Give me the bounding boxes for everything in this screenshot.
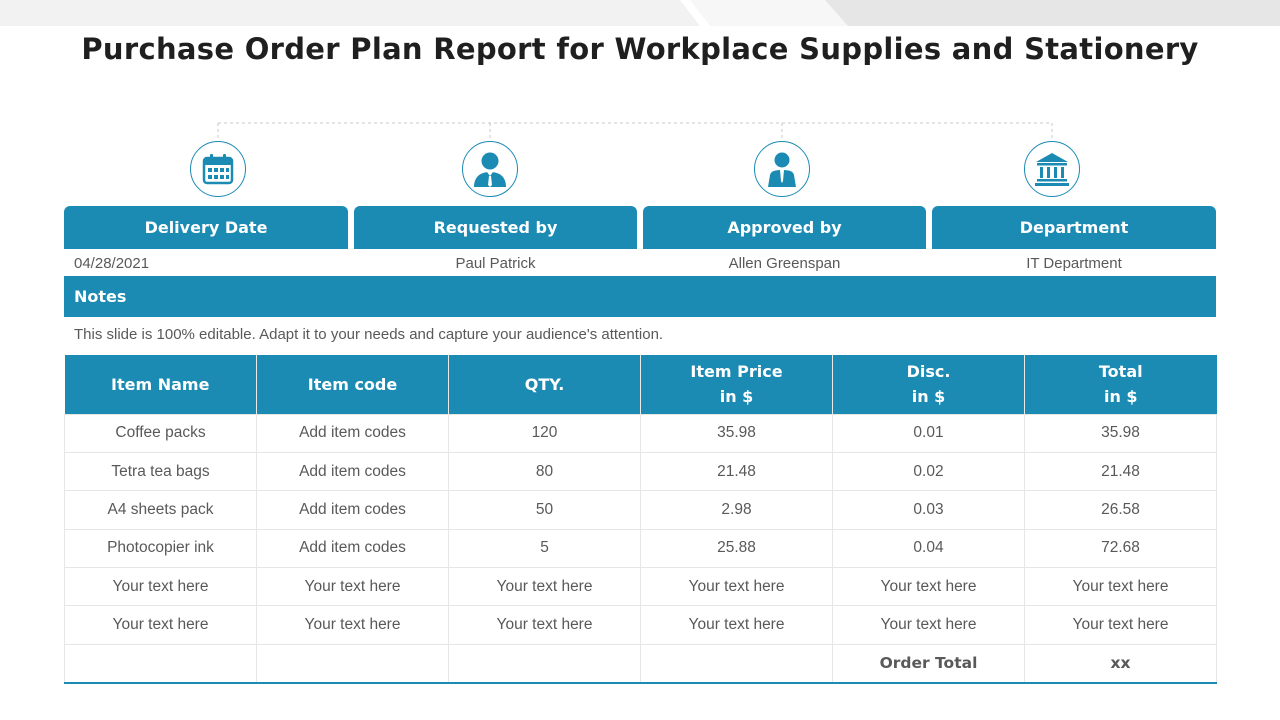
table-cell: 50	[449, 491, 641, 529]
table-cell: 0.03	[833, 491, 1025, 529]
table-cell-empty	[641, 644, 833, 682]
delivery-date-header: Delivery Date	[64, 206, 348, 249]
approver-icon	[754, 141, 810, 197]
column-header-item-price: Item Price in $	[641, 355, 833, 414]
table-row	[65, 529, 1217, 567]
page-title: Purchase Order Plan Report for Workplace Supplies and Stationery	[81, 32, 1199, 66]
table-cell: Your text here	[257, 606, 449, 644]
notes-text: This slide is 100% editable. Adapt it to your needs and capture your audience's attention.	[74, 326, 664, 343]
order-total-label: Order Total	[833, 644, 1025, 682]
department-value: IT Department	[1026, 254, 1122, 272]
table-cell: Your text here	[65, 606, 257, 644]
table-cell: 80	[449, 452, 641, 490]
table-header-row	[65, 355, 1217, 414]
table-cell: 26.58	[1025, 491, 1217, 529]
table-cell: 21.48	[641, 452, 833, 490]
table-cell: 2.98	[641, 491, 833, 529]
table-cell: Your text here	[449, 606, 641, 644]
table-cell: Tetra tea bags	[65, 452, 257, 490]
table-cell: Your text here	[833, 568, 1025, 606]
table-cell: 21.48	[1025, 452, 1217, 490]
approved-by-value: Allen Greenspan	[728, 254, 841, 272]
table-row	[65, 568, 1217, 606]
table-cell: 72.68	[1025, 529, 1217, 567]
table-cell: Add item codes	[257, 414, 449, 452]
table-cell: Your text here	[257, 568, 449, 606]
table-row	[65, 491, 1217, 529]
table-cell: Your text here	[449, 568, 641, 606]
top-decor-band	[0, 0, 1280, 26]
table-row	[65, 414, 1217, 452]
department-header: Department	[932, 206, 1216, 249]
table-cell: Your text here	[641, 606, 833, 644]
column-header-item-name: Item Name	[65, 355, 257, 414]
table-cell: Photocopier ink	[65, 529, 257, 567]
delivery-date-value: 04/28/2021	[74, 254, 150, 272]
table-cell: 0.01	[833, 414, 1025, 452]
table-cell: Add item codes	[257, 491, 449, 529]
order-total-value: xx	[1025, 644, 1217, 682]
table-cell: Your text here	[833, 606, 1025, 644]
table-cell: 0.02	[833, 452, 1025, 490]
table-cell: Your text here	[1025, 568, 1217, 606]
notes-header	[64, 276, 1216, 317]
calendar-icon	[190, 141, 246, 197]
table-cell: 120	[449, 414, 641, 452]
order-table	[64, 355, 1217, 684]
table-row	[65, 606, 1217, 644]
table-cell: Your text here	[1025, 606, 1217, 644]
table-cell-empty	[449, 644, 641, 682]
table-cell: 35.98	[641, 414, 833, 452]
table-cell: 25.88	[641, 529, 833, 567]
table-cell: Your text here	[641, 568, 833, 606]
table-cell: Your text here	[65, 568, 257, 606]
column-header-item-code: Item code	[257, 355, 449, 414]
column-header-total: Total in $	[1025, 355, 1217, 414]
table-cell-empty	[65, 644, 257, 682]
user-icon	[462, 141, 518, 197]
building-icon	[1024, 141, 1080, 197]
table-row	[65, 452, 1217, 490]
approved-by-header: Approved by	[643, 206, 926, 249]
table-cell: Coffee packs	[65, 414, 257, 452]
table-cell: 0.04	[833, 529, 1025, 567]
order-total-row	[65, 644, 1217, 682]
table-cell: Add item codes	[257, 529, 449, 567]
column-header-discount: Disc. in $	[833, 355, 1025, 414]
table-cell: A4 sheets pack	[65, 491, 257, 529]
table-cell-empty	[257, 644, 449, 682]
requested-by-header: Requested by	[354, 206, 637, 249]
notes-label: Notes	[74, 287, 127, 306]
column-header-qty: QTY.	[449, 355, 641, 414]
table-cell: Add item codes	[257, 452, 449, 490]
table-cell: 5	[449, 529, 641, 567]
table-cell: 35.98	[1025, 414, 1217, 452]
requested-by-value: Paul Patrick	[455, 254, 536, 272]
